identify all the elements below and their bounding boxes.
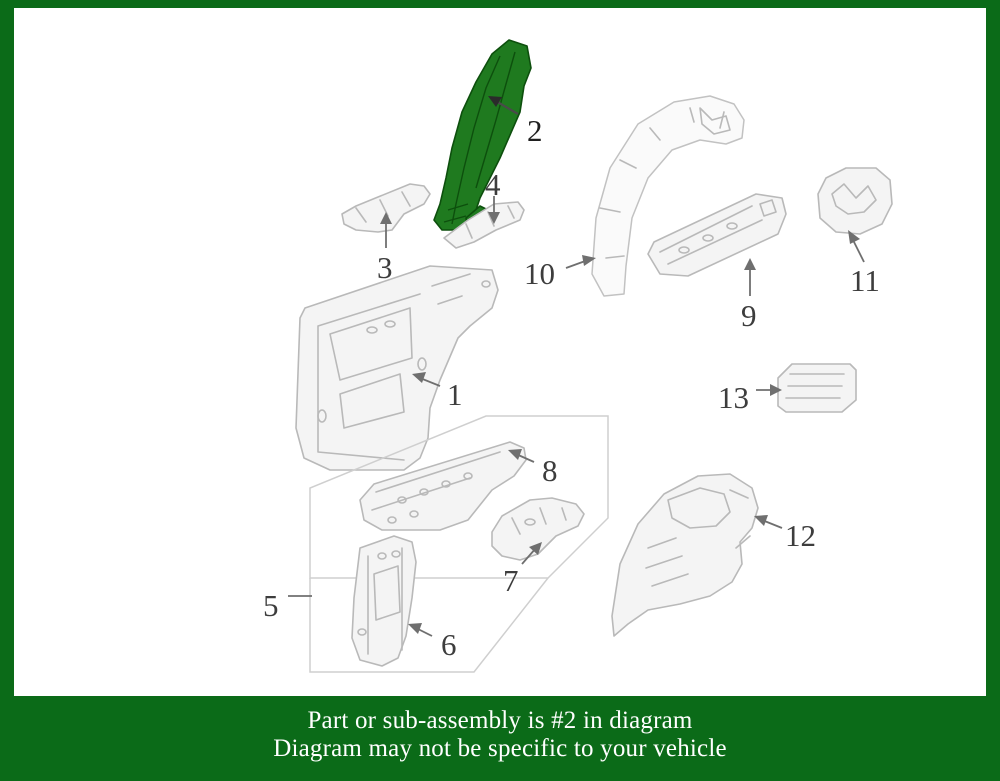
bottom-green-border bbox=[0, 773, 1000, 781]
part-11-shape bbox=[818, 168, 892, 234]
callout-13: 13 bbox=[718, 380, 749, 415]
caption-banner bbox=[0, 696, 1000, 773]
caption-line-2: Diagram may not be specific to your vehicle bbox=[273, 734, 727, 762]
callout-11: 11 bbox=[850, 263, 880, 298]
part-6-shape bbox=[352, 536, 416, 666]
part-13-shape bbox=[778, 364, 856, 412]
callout-9: 9 bbox=[741, 298, 757, 333]
callout-10: 10 bbox=[524, 256, 555, 291]
part-12-shape bbox=[612, 474, 758, 636]
part-1-shape bbox=[296, 266, 498, 470]
callout-6: 6 bbox=[441, 627, 457, 662]
callout-2: 2 bbox=[527, 113, 543, 148]
part-9-shape bbox=[648, 194, 786, 276]
callout-7: 7 bbox=[503, 563, 519, 598]
caption-line-1: Part or sub-assembly is #2 in diagram bbox=[307, 706, 693, 734]
callout-1: 1 bbox=[447, 377, 463, 412]
callout-3: 3 bbox=[377, 250, 393, 285]
callout-4: 4 bbox=[485, 167, 501, 202]
top-green-border bbox=[0, 0, 1000, 8]
parts-diagram bbox=[0, 8, 1000, 696]
callout-5: 5 bbox=[263, 588, 279, 623]
callout-12: 12 bbox=[785, 518, 816, 553]
callout-8: 8 bbox=[542, 453, 558, 488]
